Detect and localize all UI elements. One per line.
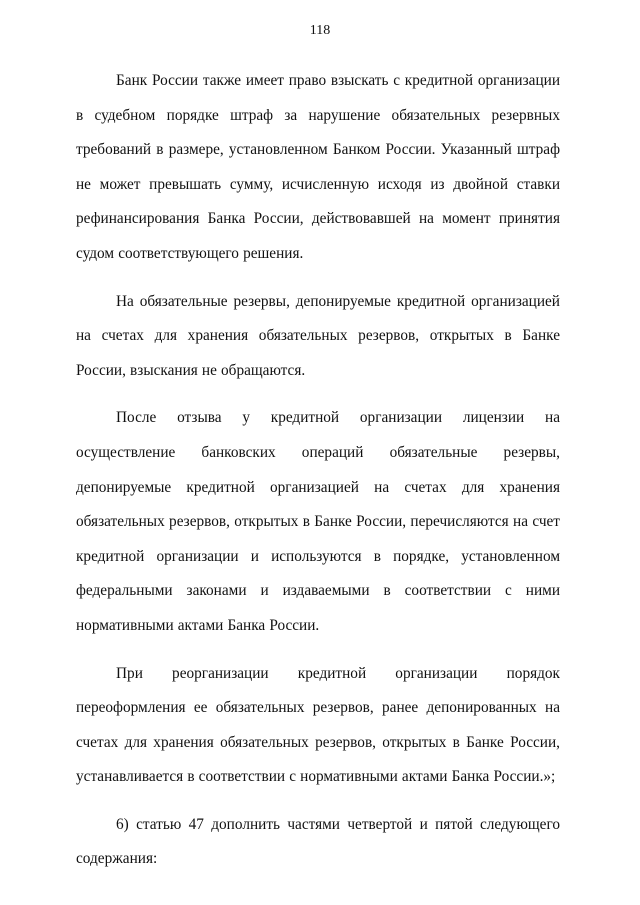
document-body	[76, 64, 560, 890]
paragraph-article-47: 6) статью 47 дополнить частями четвертой и пятой следующего содержания:	[76, 815, 560, 868]
page-number: 118	[309, 23, 331, 38]
paragraph-reorganization: При реорганизации кредитной организации порядок переоформления ее обязательных резервов, ранее депонированных на счетах для хранения обязательных резервов, открытых в Банке России, устанавливается в соответствии с нормативными актами Банка России.»;	[76, 664, 560, 786]
paragraph-reserve-fine: Банк России также имеет право взыскать с кредитной организации в судебном порядке штраф за нарушение обязательных резервных требований в размере, установленном Банком России. Указанный штраф не может превышать сумму, исчисленную исходя из двойной ставки рефинансирования Банка России, действовавшей на момент принятия судом соответствующего решения.	[76, 72, 560, 262]
paragraph-no-recovery: На обязательные резервы, депонируемые кредитной организацией на счетах для хранения обязательных резервов, открытых в Банке России, взыскания не обращаются.	[76, 292, 560, 379]
paragraph-license-revocation: После отзыва у кредитной организации лицензии на осуществление банковских операций обязательные резервы, депонируемые кредитной организацией на счетах для хранения обязательных резервов, открытых в Банке России, перечисляются на счет кредитной организации и используются в порядке, установленном федеральными законами и издаваемыми в соответствии с ними нормативными актами Банка России.	[76, 409, 560, 634]
